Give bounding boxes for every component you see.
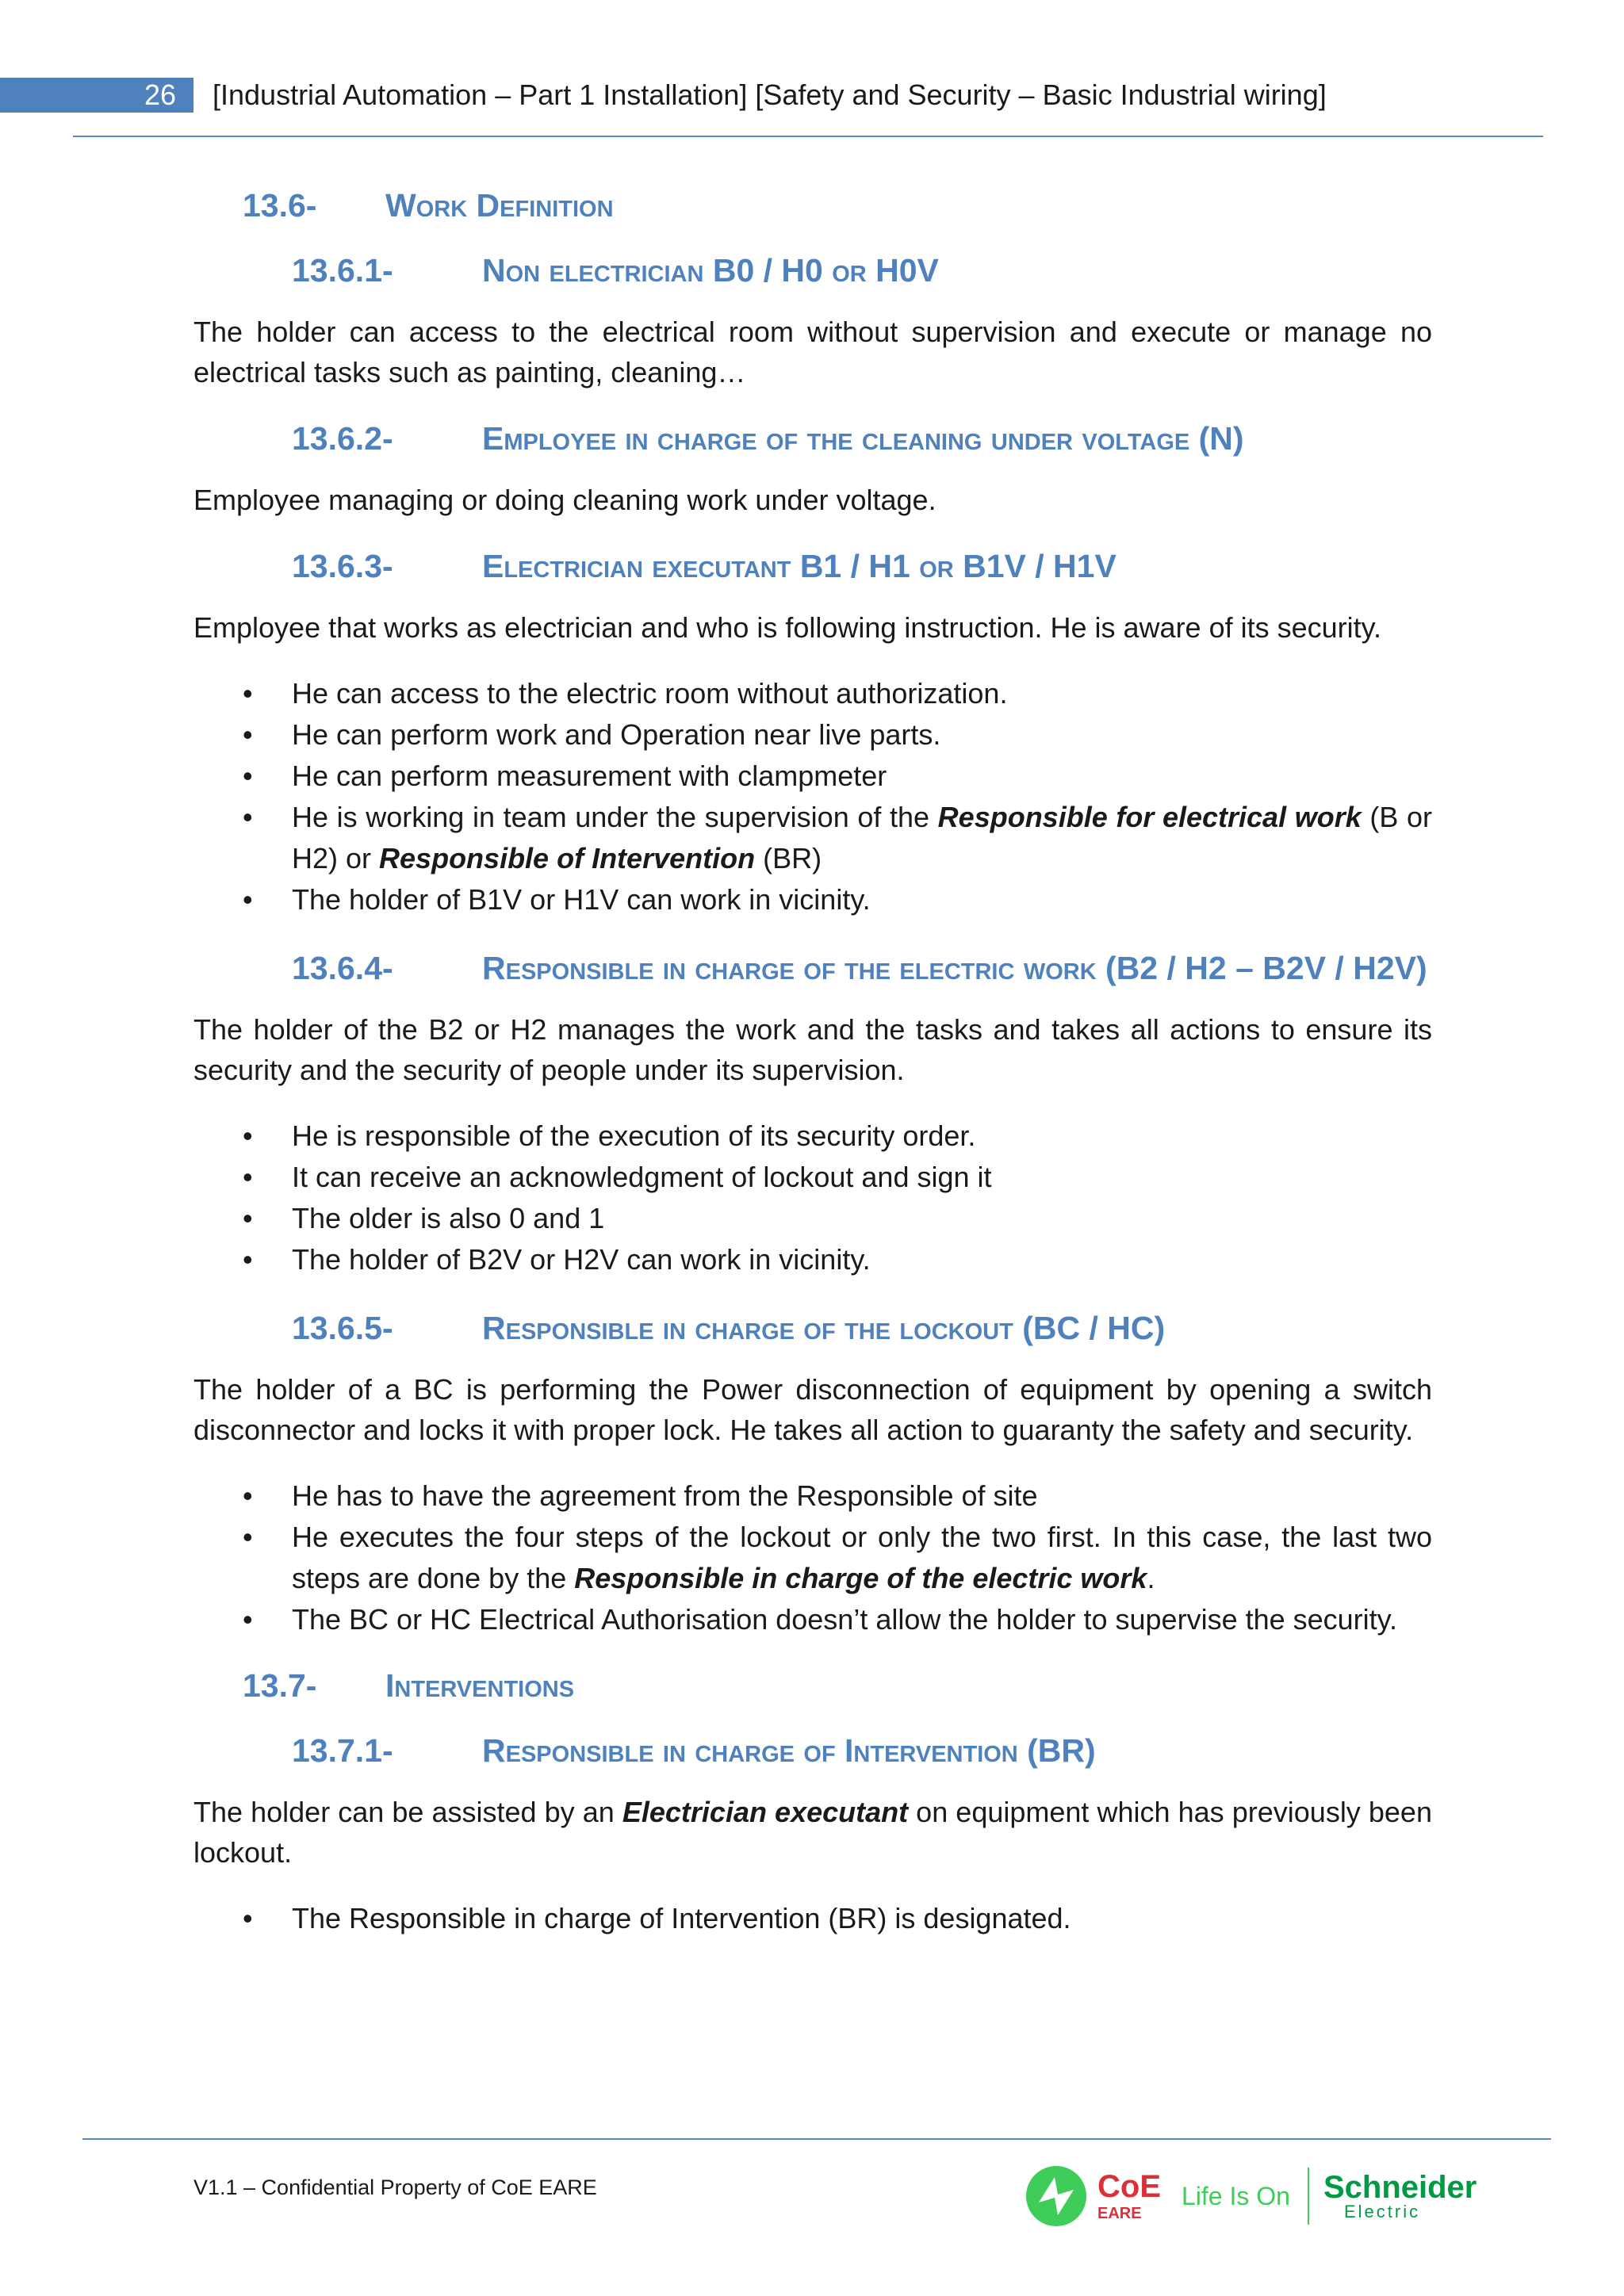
bullet-list	[193, 1115, 1432, 1280]
heading-13-6-1	[292, 250, 1432, 291]
heading-number: 13.6.4-	[292, 950, 393, 986]
bullet-list	[193, 1475, 1432, 1640]
heading-13-7	[243, 1667, 1432, 1705]
heading-title: Electrician executant B1 / H1 or B1V / H1V	[482, 548, 1116, 584]
bullet-list	[193, 673, 1432, 920]
list-item: • He is working in team under the supervision of the Responsible for electrical work (B or H2) or Responsible of Intervention (BR)	[193, 797, 1432, 879]
header-title: [Industrial Automation – Part 1 Installation] [Safety and Security – Basic Industrial wiring]	[213, 78, 1327, 111]
heading-number: 13.7-	[243, 1667, 317, 1704]
footer-logos	[1023, 2156, 1477, 2236]
schneider-electric-logo: Schneider Electric	[1323, 2170, 1477, 2221]
heading-title: Responsible in charge of the electric work (B2 / H2 – B2V / H2V)	[482, 950, 1427, 986]
paragraph: Employee managing or doing cleaning work under voltage.	[193, 484, 936, 516]
list-item: • The BC or HC Electrical Authorisation doesn’t allow the holder to supervise the security.	[193, 1599, 1432, 1640]
heading-number: 13.6.1-	[292, 252, 393, 289]
heading-13-6	[243, 187, 1432, 224]
coe-logo-icon	[1023, 2163, 1090, 2229]
list-item: • He is responsible of the execution of its security order.	[193, 1115, 1432, 1157]
heading-title: Responsible in charge of Intervention (BR)	[482, 1732, 1096, 1769]
heading-number: 13.6.5-	[292, 1310, 393, 1346]
list-item: • He executes the four steps of the lockout or only the two first. In this case, the last two steps are done by the Responsible in charge of the electric work.	[193, 1517, 1432, 1599]
paragraph: The holder of the B2 or H2 manages the work and the tasks and takes all actions to ensure its security and the security of people under its supervision.	[193, 1013, 1432, 1086]
list-item: • He can access to the electric room without authorization.	[193, 673, 1432, 714]
list-item: • The Responsible in charge of Intervention (BR) is designated.	[193, 1898, 1432, 1939]
list-item: • It can receive an acknowledgment of lockout and sign it	[193, 1157, 1432, 1198]
footer-divider	[82, 2138, 1551, 2140]
list-item: • He has to have the agreement from the Responsible of site	[193, 1475, 1432, 1517]
heading-13-7-1	[292, 1730, 1432, 1771]
header-divider	[73, 136, 1543, 137]
paragraph: The holder can access to the electrical room without supervision and execute or manage no electrical tasks such as painting, cleaning…	[193, 316, 1432, 388]
coe-wordmark: CoE EARE	[1097, 2169, 1161, 2222]
heading-title: Responsible in charge of the lockout (BC / HC)	[482, 1310, 1166, 1346]
heading-title: Non electrician B0 / H0 or H0V	[482, 252, 939, 289]
list-item: • He can perform work and Operation near live parts.	[193, 714, 1432, 756]
paragraph: The holder of a BC is performing the Power disconnection of equipment by opening a switch disconnector and locks it with proper lock. He takes all action to guaranty the safety and security.	[193, 1373, 1432, 1446]
logo-separator	[1308, 2168, 1309, 2225]
list-item: • He can perform measurement with clampmeter	[193, 756, 1432, 797]
heading-title: Work Definition	[385, 187, 614, 224]
heading-title: Interventions	[385, 1667, 575, 1704]
heading-13-6-5	[292, 1307, 1432, 1349]
list-item: • The holder of B2V or H2V can work in vicinity.	[193, 1239, 1432, 1280]
heading-title: Employee in charge of the cleaning under voltage (N)	[482, 420, 1244, 457]
paragraph: Employee that works as electrician and who is following instruction. He is aware of its security.	[193, 611, 1381, 644]
heading-13-6-3	[292, 545, 1432, 587]
heading-number: 13.6.2-	[292, 420, 393, 457]
heading-13-6-4	[292, 947, 1432, 989]
heading-number: 13.7.1-	[292, 1732, 393, 1769]
document-body	[193, 187, 1432, 1966]
paragraph: The holder can be assisted by an Electrician executant on equipment which has previously been lockout.	[193, 1796, 1432, 1869]
list-item: • The holder of B1V or H1V can work in vicinity.	[193, 879, 1432, 920]
list-item: • The older is also 0 and 1	[193, 1198, 1432, 1239]
heading-number: 13.6.3-	[292, 548, 393, 584]
footer-confidential: V1.1 – Confidential Property of CoE EARE	[193, 2175, 597, 2199]
page-number: 26	[144, 78, 176, 111]
heading-number: 13.6-	[243, 187, 317, 224]
heading-13-6-2	[292, 418, 1432, 459]
bullet-list	[193, 1898, 1432, 1939]
life-is-on-logo: Life Is On	[1182, 2181, 1290, 2210]
